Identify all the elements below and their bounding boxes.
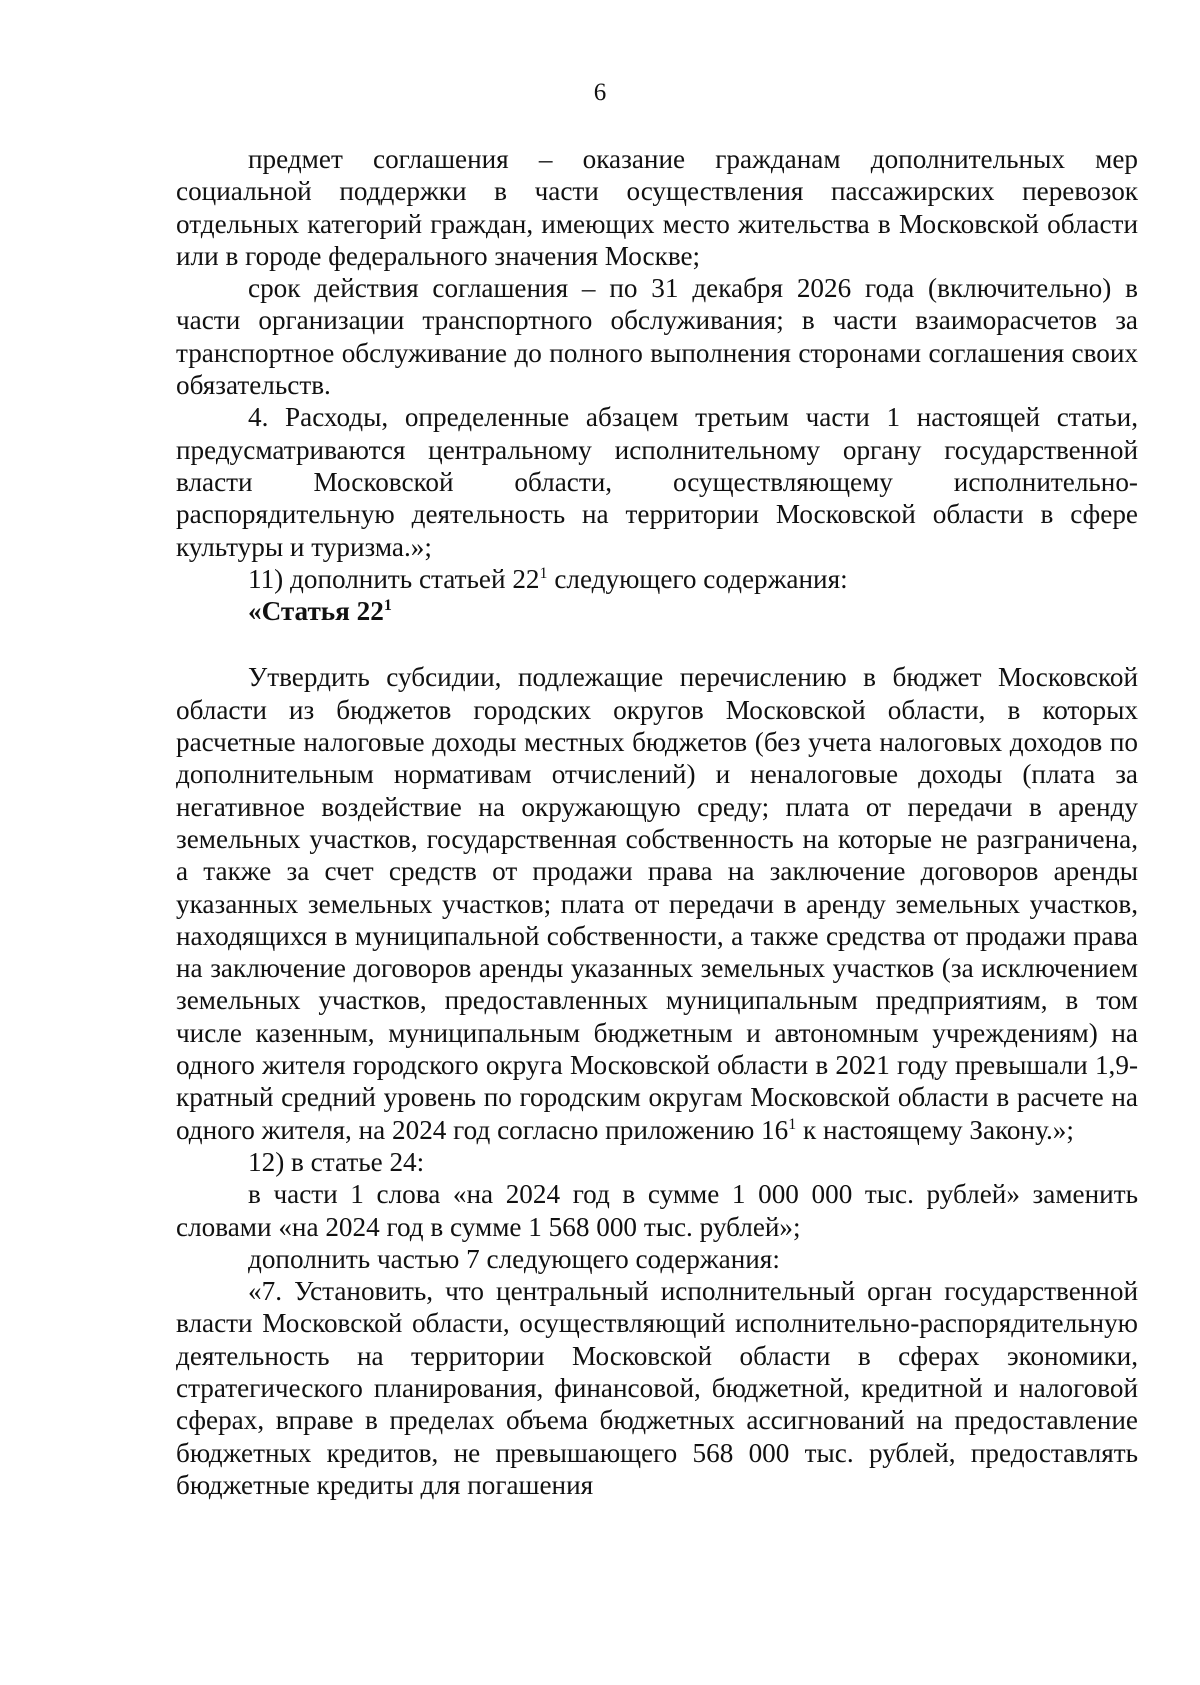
item-11-superscript: 1: [539, 564, 548, 582]
article-body-text: Утвердить субсидии, подлежащие перечислению в бюджет Московской области из бюджетов городских округов Московской области, в которых расчетные налоговые доходы местных бюджетов (без учета налоговых доходов по дополнительным нормативам отчислений) и неналоговые доходы (плата за негативное воздействие на окружающую среду; плата от передачи в аренду земельных участков, государственная собственность на которые не разграничена, а также за счет средств от продажи права на заключение договоров аренды указанных земельных участков; плата от передачи в аренду земельных участков, находящихся в муниципальной собственности, а также средства от продажи права на заключение договоров аренды указанных земельных участков (за исключением земельных участков, предоставленных муниципальным предприятиям, в том числе казенным, муниципальным бюджетным и автономным учреждениям) на одного жителя городского округа Московской области в 2021 году превышали 1,9-кратный средний уровень по городским округам Московской области в расчете на одного жителя, на 2024 год согласно приложению 16: [176, 662, 1138, 1145]
article-body-superscript: 1: [788, 1115, 797, 1133]
item-11-suffix: следующего содержания:: [547, 563, 848, 594]
article-heading-superscript: 1: [383, 597, 392, 615]
item-11: [176, 563, 1138, 595]
page-number: 6: [593, 79, 607, 106]
item-11-prefix: 11) дополнить статьей 22: [248, 563, 540, 594]
paragraph-agreement-term: срок действия соглашения – по 31 декабря 2026 года (включительно) в части организации транспортного обслуживания; в части взаиморасчетов за транспортное обслуживание до полного выполнения сторонами соглашения своих обязательств.: [176, 273, 1138, 401]
paragraph-part-7: «7. Установить, что центральный исполнительный орган государственной власти Московской области, осуществляющий исполнительно-распорядительную деятельность на территории Московской области в сферах экономики, стратегического планирования, финансовой, бюджетной, кредитной и налоговой сферах, вправе в пределах объема бюджетных ассигнований на предоставление бюджетных кредитов, не превышающего 568 000 тыс. рублей, предоставлять бюджетные кредиты для погашения: [176, 1276, 1138, 1500]
paragraph-replace-words: в части 1 слова «на 2024 год в сумме 1 000 000 тыс. рублей» заменить словами «на 2024 год в сумме 1 568 000 тыс. рублей»;: [176, 1179, 1138, 1242]
paragraph-add-part-7: дополнить частью 7 следующего содержания:: [248, 1243, 780, 1274]
paragraph-agreement-subject: предмет соглашения – оказание гражданам дополнительных мер социальной поддержки в части осуществления пассажирских перевозок отдельных категорий граждан, имеющих место жительства в Московской области или в городе федерального значения Москве;: [176, 144, 1138, 271]
document-body: [176, 143, 1138, 1501]
paragraph-expenses: 4. Расходы, определенные абзацем третьим части 1 настоящей статьи, предусматриваются центральному исполнительному органу государственной власти Московской области, осуществляющему исполнительно-распорядительную деятельность на территории Московской области в сфере культуры и туризма.»;: [176, 402, 1138, 562]
article-heading: [176, 595, 1138, 627]
article-body: [176, 661, 1138, 1145]
article-heading-text: «Статья 22: [248, 596, 384, 627]
item-12: 12) в статье 24:: [248, 1146, 425, 1177]
article-body-suffix: к настоящему Закону.»;: [796, 1114, 1074, 1145]
spacer: [176, 627, 1138, 661]
